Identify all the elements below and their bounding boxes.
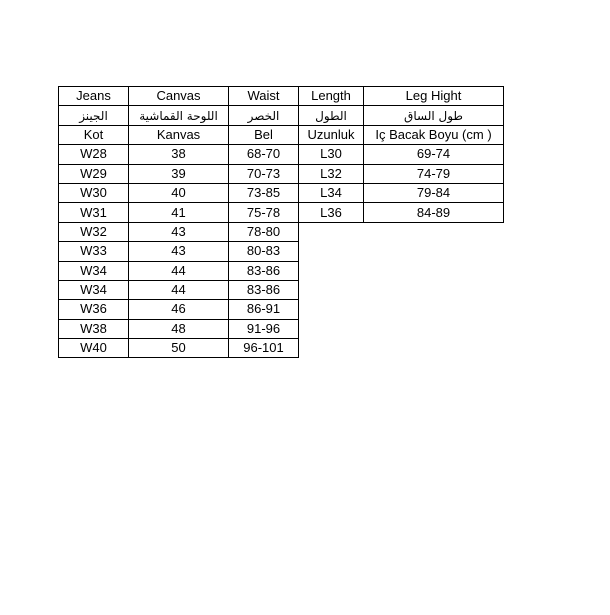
header-jeans-en: Jeans	[59, 87, 129, 106]
header-length-tr: Uzunluk	[299, 125, 364, 144]
empty-cell	[364, 319, 504, 338]
header-waist-tr: Bel	[229, 125, 299, 144]
cell-leg: 84-89	[364, 203, 504, 222]
cell-length: L32	[299, 164, 364, 183]
header-row-turkish	[59, 125, 504, 144]
empty-cell	[364, 339, 504, 358]
table-row	[59, 300, 504, 319]
empty-cell	[364, 242, 504, 261]
cell-waist: 73-85	[229, 183, 299, 202]
table-row	[59, 164, 504, 183]
size-chart-table	[58, 86, 504, 358]
cell-jeans: W32	[59, 222, 129, 241]
cell-waist: 68-70	[229, 145, 299, 164]
cell-canvas: 40	[129, 183, 229, 202]
cell-canvas: 48	[129, 319, 229, 338]
header-leg-en: Leg Hight	[364, 87, 504, 106]
header-leg-ar: طول الساق	[364, 106, 504, 125]
cell-canvas: 46	[129, 300, 229, 319]
cell-canvas: 44	[129, 280, 229, 299]
cell-waist: 75-78	[229, 203, 299, 222]
table-row	[59, 339, 504, 358]
cell-length: L30	[299, 145, 364, 164]
cell-canvas: 39	[129, 164, 229, 183]
cell-waist: 78-80	[229, 222, 299, 241]
empty-cell	[364, 261, 504, 280]
empty-cell	[364, 222, 504, 241]
empty-cell	[364, 300, 504, 319]
cell-jeans: W33	[59, 242, 129, 261]
table-row	[59, 261, 504, 280]
empty-cell	[299, 319, 364, 338]
cell-canvas: 44	[129, 261, 229, 280]
empty-cell	[299, 300, 364, 319]
table-row	[59, 319, 504, 338]
header-length-ar: الطول	[299, 106, 364, 125]
header-row-english	[59, 87, 504, 106]
table-row	[59, 183, 504, 202]
header-row-arabic	[59, 106, 504, 125]
cell-waist: 70-73	[229, 164, 299, 183]
cell-canvas: 43	[129, 242, 229, 261]
cell-canvas: 50	[129, 339, 229, 358]
cell-jeans: W34	[59, 261, 129, 280]
cell-canvas: 43	[129, 222, 229, 241]
cell-waist: 83-86	[229, 280, 299, 299]
cell-jeans: W34	[59, 280, 129, 299]
cell-waist: 91-96	[229, 319, 299, 338]
empty-cell	[299, 280, 364, 299]
cell-leg: 74-79	[364, 164, 504, 183]
header-canvas-tr: Kanvas	[129, 125, 229, 144]
cell-length: L36	[299, 203, 364, 222]
cell-leg: 79-84	[364, 183, 504, 202]
cell-leg: 69-74	[364, 145, 504, 164]
cell-jeans: W36	[59, 300, 129, 319]
table-row	[59, 280, 504, 299]
cell-waist: 80-83	[229, 242, 299, 261]
cell-waist: 96-101	[229, 339, 299, 358]
header-length-en: Length	[299, 87, 364, 106]
empty-cell	[299, 222, 364, 241]
empty-cell	[299, 242, 364, 261]
cell-jeans: W40	[59, 339, 129, 358]
table-row	[59, 222, 504, 241]
empty-cell	[299, 339, 364, 358]
cell-jeans: W29	[59, 164, 129, 183]
cell-waist: 83-86	[229, 261, 299, 280]
empty-cell	[299, 261, 364, 280]
cell-jeans: W38	[59, 319, 129, 338]
header-canvas-ar: اللوحة القماشية	[129, 106, 229, 125]
table-row	[59, 242, 504, 261]
cell-waist: 86-91	[229, 300, 299, 319]
header-leg-tr: Iç Bacak Boyu (cm )	[364, 125, 504, 144]
header-waist-ar: الخصر	[229, 106, 299, 125]
cell-jeans: W30	[59, 183, 129, 202]
header-canvas-en: Canvas	[129, 87, 229, 106]
header-waist-en: Waist	[229, 87, 299, 106]
header-jeans-ar: الجينز	[59, 106, 129, 125]
cell-canvas: 38	[129, 145, 229, 164]
cell-jeans: W28	[59, 145, 129, 164]
header-jeans-tr: Kot	[59, 125, 129, 144]
cell-canvas: 41	[129, 203, 229, 222]
table-row	[59, 203, 504, 222]
cell-jeans: W31	[59, 203, 129, 222]
empty-cell	[364, 280, 504, 299]
cell-length: L34	[299, 183, 364, 202]
table-row	[59, 145, 504, 164]
